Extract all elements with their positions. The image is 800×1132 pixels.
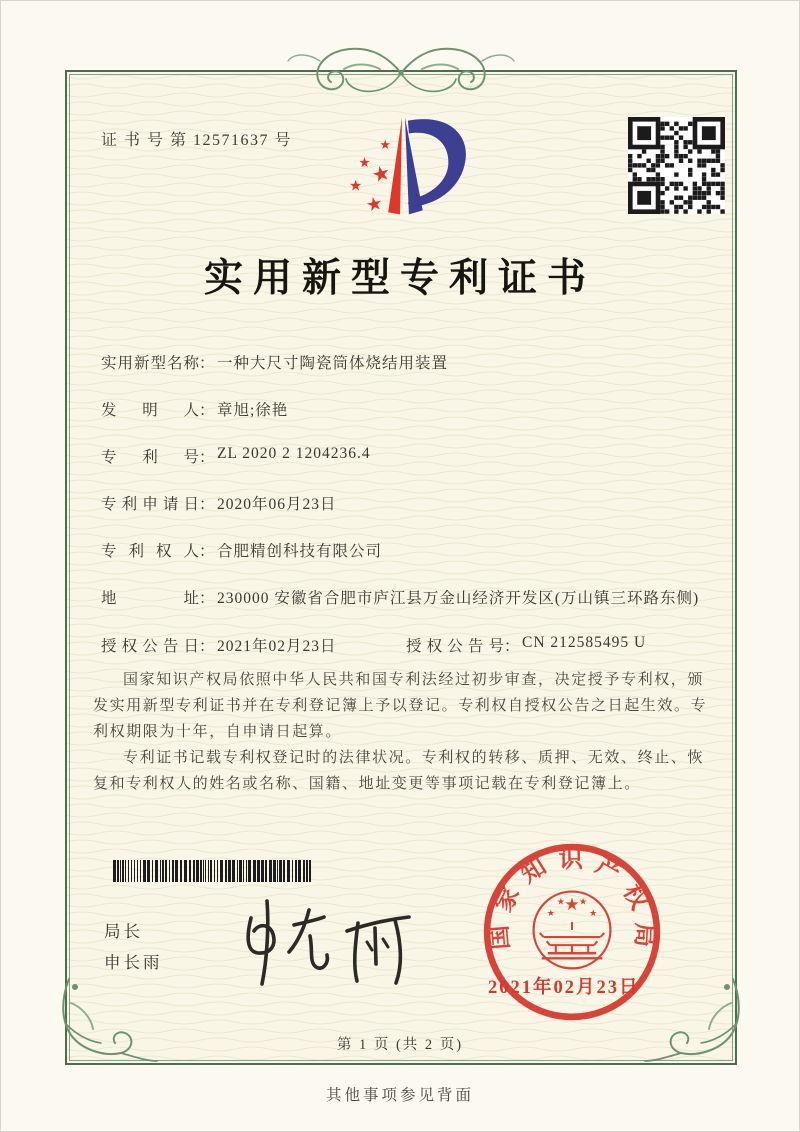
field-colon: ：: [199, 449, 215, 466]
field-colon: ：: [504, 638, 520, 655]
field-value: 章旭;徐艳: [217, 402, 289, 419]
field-label: 地址: [101, 590, 199, 607]
field-value: 2020年06月23日: [217, 496, 337, 513]
svg-text:★: ★: [546, 908, 555, 919]
field-colon: ：: [199, 638, 215, 655]
svg-text:★: ★: [349, 177, 363, 195]
field-label: 授权公告号: [406, 638, 504, 655]
cnipa-logo-icon: [329, 107, 477, 227]
field-value: CN 212585495 U: [522, 634, 647, 651]
field-label: 专利号: [101, 449, 199, 466]
field-value: 一种大尺寸陶瓷筒体烧结用装置: [217, 355, 449, 372]
certificate-number: 证 书 号 第 12571637 号: [101, 132, 293, 149]
field-value: 2021年02月23日: [217, 638, 337, 655]
svg-text:★: ★: [379, 138, 391, 154]
field-label: 专利申请日: [101, 496, 199, 513]
svg-text:★: ★: [358, 155, 371, 171]
seal-text: 国家知识产权局: [485, 846, 659, 951]
field-row-filing-date: [101, 492, 337, 514]
field-label: 授权公告日: [101, 638, 199, 655]
grant-number-pair: [406, 634, 646, 656]
field-value: 合肥精创科技有限公司: [217, 543, 383, 560]
field-row-patent-no: [101, 445, 371, 467]
director-name-label: 申长雨: [104, 954, 163, 972]
field-label: 发明人: [101, 402, 199, 419]
field-colon: ：: [199, 590, 215, 607]
bottom-left-flourish-icon: [51, 973, 161, 1073]
svg-text:★: ★: [369, 159, 393, 188]
page-number: 第 1 页 (共 2 页): [336, 1037, 464, 1053]
field-label: 实用新型名称: [101, 355, 199, 372]
legal-text: [93, 667, 713, 797]
field-colon: ：: [199, 496, 215, 513]
director-signature-icon: [223, 894, 418, 990]
field-row-patentee: [101, 539, 382, 561]
signoff-block: [104, 917, 163, 979]
svg-text:★: ★: [589, 908, 598, 919]
field-colon: ：: [199, 355, 215, 372]
director-title-label: 局长: [104, 923, 143, 941]
field-value: 230000 安徽省合肥市庐江县万金山经济开发区(万山镇三环路东侧): [217, 590, 700, 607]
svg-text:★: ★: [579, 897, 588, 908]
top-ornament-flourish-icon: [284, 39, 518, 101]
field-label: 专利权人: [101, 543, 199, 560]
national-emblem-icon: [534, 892, 611, 969]
svg-text:★: ★: [556, 897, 565, 908]
field-row-address: [101, 586, 709, 612]
svg-text:★: ★: [364, 192, 385, 217]
field-row-name: [101, 351, 448, 373]
field-row-inventor: [101, 398, 288, 420]
field-value: ZL 2020 2 1204236.4: [217, 445, 371, 462]
body-paragraph: 国家知识产权局依照中华人民共和国专利法经过初步审查，决定授予专利权，颁发实用新型专利证书并在专利登记簿上予以登记。专利权自授权公告之日起生效。专利权期限为十年，自申请日起算。: [93, 672, 708, 740]
back-note: 其他事项参见背面: [325, 1087, 474, 1104]
body-paragraph: 专利证书记载专利权登记时的法律状况。专利权的转移、质押、无效、终止、恢复和专利权人的姓名或名称、国籍、地址变更等事项记载在专利登记簿上。: [93, 750, 705, 792]
page-title: 实用新型专利证书: [203, 257, 596, 300]
field-row-grant: [101, 634, 721, 656]
field-colon: ：: [199, 402, 215, 419]
barcode: [113, 860, 313, 882]
svg-text:★: ★: [564, 894, 580, 915]
seal-date: 2021年02月23日: [488, 978, 640, 998]
field-colon: ：: [199, 543, 215, 560]
qr-code: [628, 117, 725, 214]
